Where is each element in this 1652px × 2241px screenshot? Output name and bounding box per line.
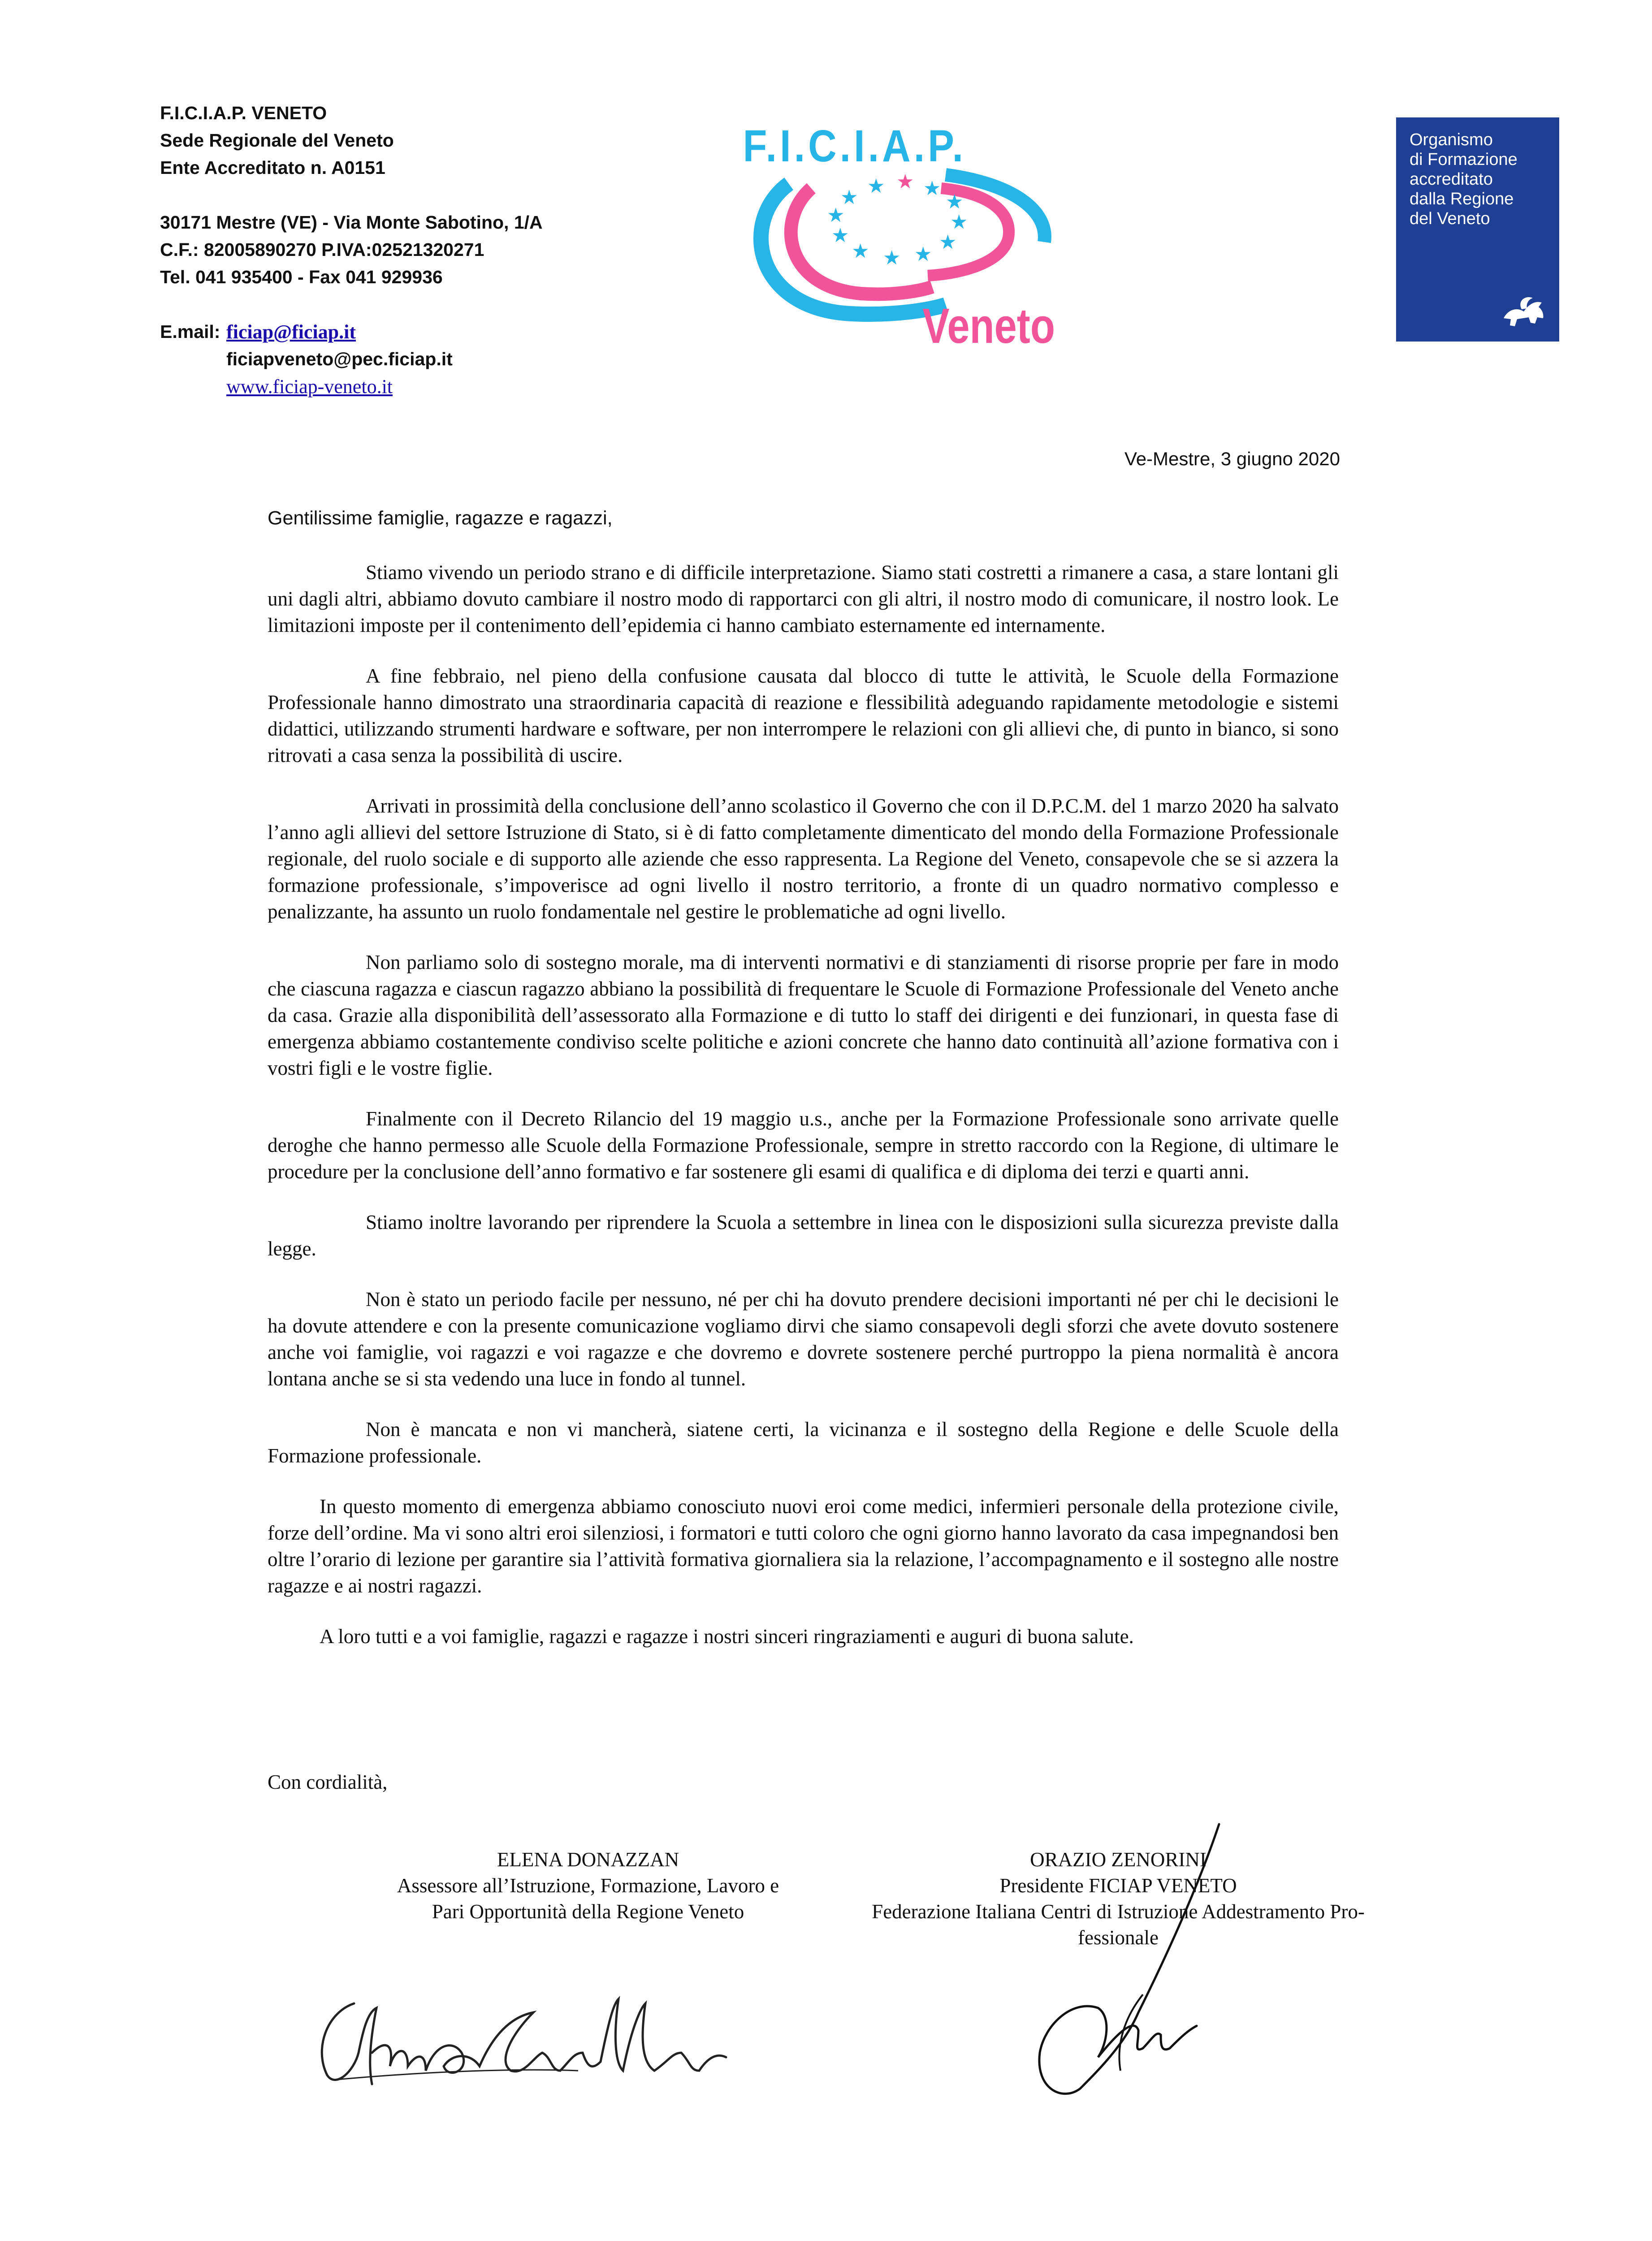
handwritten-signature-left — [300, 1963, 748, 2098]
paragraph: Arrivati in prossimità della conclusione dell’anno scolastico il Governo che con il D.P.C.M. del 1 marzo 2020 ha salvato l’anno agli allievi del settore Istruzione di Stato, si è di fatto completamente dimenticato del mondo della Formazione Professionale regionale, del ruolo sociale e di supporto alle aziende che esso rappresenta. La Regione del Veneto, consapevole che se si azzera la formazione professionale, s’impoverisce ad ogni livello il nostro territorio, a fronte di un quadro normativo complesso e penalizzante, ha assunto un ruolo fondamentale nel gestire le problematiche ad ogni livello. — [268, 795, 1339, 923]
badge-line: dalla Regione — [1410, 190, 1514, 208]
sender-header — [160, 100, 644, 401]
paragraph: A fine febbraio, nel pieno della confusione causata dal blocco di tutte le attività, le Scuole della Formazione Professionale hanno dimostrato una straordinaria capacità di reazione e flessibilità adeguando rapidamente metodologie e sistemi didattici, utilizzando strumenti hardware e software, per non interrompere le relazioni con gli allievi che, di punto in bianco, si sono ritrovati a casa senza la possibilità di uscire. — [268, 665, 1339, 766]
svg-text:★: ★ — [852, 240, 869, 263]
letter-closing: Con cordialità, — [268, 1771, 388, 1793]
signatory-name: ORAZIO ZENORINI — [1030, 1848, 1207, 1871]
svg-text:★: ★ — [939, 231, 957, 254]
signatory-role: Pari Opportunità della Regione Veneto — [432, 1900, 744, 1923]
logo-acronym: F.I.C.I.A.P. — [743, 121, 967, 171]
svg-text:★: ★ — [923, 177, 941, 200]
svg-text:★: ★ — [950, 211, 968, 234]
org-address: 30171 Mestre (VE) - Via Monte Sabotino, 1/A — [160, 212, 543, 233]
badge-line: del Veneto — [1410, 209, 1490, 228]
signatory-left — [268, 1847, 908, 1925]
paragraph: Stiamo inoltre lavorando per riprendere la Scuola a settembre in linea con le disposizioni sulla sicurezza previste dalla legge. — [268, 1211, 1339, 1260]
email-link[interactable]: ficiap@ficiap.it — [226, 321, 356, 343]
org-tax-ids: C.F.: 82005890270 P.IVA:02521320271 — [160, 239, 484, 260]
org-phone: Tel. 041 935400 - Fax 041 929936 — [160, 267, 443, 287]
badge-line: Organismo — [1410, 130, 1493, 149]
org-seat: Sede Regionale del Veneto — [160, 130, 394, 151]
letter-greeting: Gentilissime famiglie, ragazze e ragazzi, — [268, 507, 613, 529]
signatory-role: Presidente FICIAP VENETO — [999, 1874, 1237, 1897]
svg-text:★: ★ — [840, 186, 858, 209]
ficiap-veneto-logo — [735, 117, 1076, 359]
email-row — [160, 318, 644, 346]
letter-date: Ve-Mestre, 3 giugno 2020 — [1124, 448, 1340, 469]
svg-text:★: ★ — [896, 170, 914, 193]
paragraph: A loro tutti e a voi famiglie, ragazzi e ragazze i nostri sinceri ringraziamenti e auguri di buona salute. — [320, 1625, 1134, 1648]
pec-address: ficiapveneto@pec.ficiap.it — [226, 349, 453, 369]
org-name: F.I.C.I.A.P. VENETO — [160, 103, 327, 123]
svg-text:★: ★ — [914, 243, 932, 266]
paragraph: Non parliamo solo di sostegno morale, ma di interventi normativi e di stanziamenti di risorse proprie per fare in modo che ciascuna ragazza e ciascun ragazzo abbiano la possibilità di frequentare le Scuole di Formazione Professionale del Veneto anche da casa. Grazie alla disponibilità dell’assessorato alla Formazione e di tutto lo staff dei dirigenti e dei funzionari, in questa fase di emergenza abbiamo costantemente condiviso scelte politiche e azioni concrete che hanno dato continuità all’azione formativa con i vostri figli e le vostre figlie. — [268, 951, 1339, 1079]
badge-line: di Formazione — [1410, 150, 1518, 169]
email-label: E.mail: — [160, 321, 221, 342]
paragraph: Non è stato un periodo facile per nessuno, né per chi ha dovuto prendere decisioni importanti né per chi le decisioni le ha dovute attendere e con la presente comunicazione vogliamo dirvi che siamo consapevoli degli sforzi che avete dovuto sostenere anche voi famiglie, voi ragazzi e voi ragazze e che dovremo e dovrete sostenere perché purtroppo la piena normalità è ancora lontana anche se si sta vedendo una luce in fondo al tunnel. — [268, 1288, 1339, 1390]
badge-line: accreditato — [1410, 170, 1493, 189]
paragraph: Finalmente con il Decreto Rilancio del 19 maggio u.s., anche per la Formazione Professionale sono arrivate quelle deroghe che hanno permesso alle Scuole della Formazione Professionale, sempre in stretto raccordo con la Regione, di ultimare le procedure per la conclusione dell’anno formativo e far sostenere gli esami di qualifica e di diploma dei terzi e quarti anni. — [268, 1108, 1339, 1183]
lion-of-st-mark-icon — [1499, 291, 1548, 332]
regione-veneto-badge — [1396, 117, 1559, 342]
logo-region: Veneto — [922, 299, 1055, 354]
paragraph: In questo momento di emergenza abbiamo conosciuto nuovi eroi come medici, infermieri personale della protezione civile, forze dell’ordine. Ma vi sono altri eroi silenziosi, i formatori e tutti coloro che ogni giorno hanno lavorato da casa impegnandosi ben oltre l’orario di lezione per garantire sia l’attività formativa giornaliera sia la relazione, l’accompagnamento e il sostegno alle nostre ragazze e ai nostri ragazzi. — [268, 1495, 1339, 1597]
svg-text:★: ★ — [946, 190, 964, 213]
letter-body — [268, 559, 1339, 1674]
signatory-role: Assessore all’Istruzione, Formazione, Lavoro e — [397, 1874, 779, 1897]
signatory-name: ELENA DONAZZAN — [497, 1848, 679, 1871]
signatory-role: Federazione Italiana Centri di Istruzione Addestramento Pro- — [872, 1900, 1365, 1923]
signatory-role: fessionale — [1078, 1926, 1159, 1949]
svg-text:★: ★ — [883, 247, 901, 269]
handwritten-signature-right — [1008, 1820, 1241, 2107]
paragraph: Stiamo vivendo un periodo strano e di difficile interpretazione. Siamo stati costretti a rimanere a casa, a stare lontani gli uni dagli altri, abbiamo dovuto cambiare il nostro modo di rapportarci con gli altri, il nostro modo di comunicare, il nostro look. Le limitazioni imposte per il contenimento dell’epidemia ci hanno cambiato esternamente ed internamente. — [268, 561, 1339, 636]
website-link[interactable]: www.ficiap-veneto.it — [226, 376, 393, 398]
org-accreditation: Ente Accreditato n. A0151 — [160, 157, 385, 178]
svg-text:★: ★ — [867, 175, 885, 198]
svg-text:★: ★ — [831, 224, 849, 247]
svg-text:★: ★ — [827, 204, 845, 227]
paragraph: Non è mancata e non vi mancherà, siatene certi, la vicinanza e il sostegno della Regione e delle Scuole della Formazione professionale. — [268, 1418, 1339, 1467]
